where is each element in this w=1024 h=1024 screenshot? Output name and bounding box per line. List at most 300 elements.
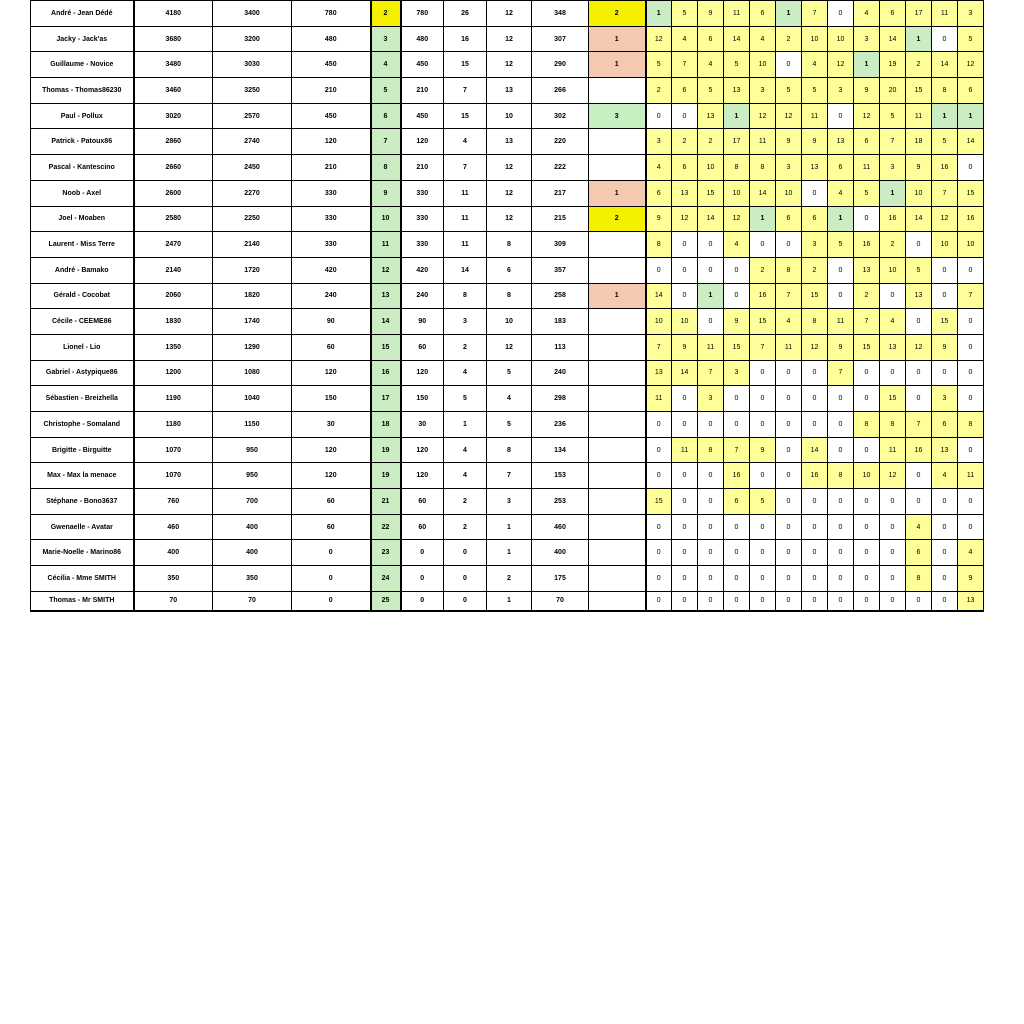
round-score-cell: 12 [828,52,854,78]
round-score-cell: 3 [750,78,776,104]
bonus-points-cell: 60 [292,514,371,540]
bonus-cell: 120 [401,437,444,463]
round-score-cell: 8 [958,412,984,438]
points-cell: 3200 [213,26,292,52]
total-points-cell: 3460 [134,78,213,104]
round-score-cell: 0 [880,591,906,611]
table-row [31,78,984,104]
round-score-cell: 8 [698,437,724,463]
rank-cell: 11 [371,232,401,258]
player-name-cell: Max - Max la menace [31,463,134,489]
round-score-cell: 0 [958,155,984,181]
round-score-cell: 0 [932,591,958,611]
count-cell: 4 [444,463,487,489]
wins-cell [589,334,646,360]
round-score-cell: 0 [698,412,724,438]
wins-cell: 2 [589,206,646,232]
round-score-cell: 0 [958,489,984,515]
round-score-cell: 1 [854,52,880,78]
bonus-points-cell: 120 [292,463,371,489]
round-score-cell: 1 [828,206,854,232]
round-score-cell: 0 [776,540,802,566]
table-row [31,412,984,438]
round-score-cell: 4 [776,309,802,335]
rank-cell: 15 [371,334,401,360]
round-score-cell: 5 [698,78,724,104]
round-score-cell: 2 [646,78,672,104]
bonus-cell: 0 [401,591,444,611]
round-score-cell: 1 [776,1,802,27]
round-score-cell: 12 [672,206,698,232]
round-score-cell: 0 [828,437,854,463]
bonus-cell: 330 [401,232,444,258]
round-score-cell: 3 [958,1,984,27]
games-cell: 1 [487,591,532,611]
round-score-cell: 9 [906,155,932,181]
average-cell: 134 [532,437,589,463]
round-score-cell: 1 [906,26,932,52]
round-score-cell: 0 [776,463,802,489]
bonus-points-cell: 120 [292,437,371,463]
round-score-cell: 0 [698,232,724,258]
wins-cell [589,232,646,258]
rank-cell: 25 [371,591,401,611]
games-cell: 2 [487,566,532,592]
player-name-cell: Marie-Noelle - Marino86 [31,540,134,566]
average-cell: 175 [532,566,589,592]
round-score-cell: 0 [672,412,698,438]
round-score-cell: 10 [958,232,984,258]
round-score-cell: 3 [776,155,802,181]
total-points-cell: 400 [134,540,213,566]
count-cell: 11 [444,206,487,232]
round-score-cell: 5 [776,78,802,104]
count-cell: 4 [444,360,487,386]
bonus-points-cell: 60 [292,334,371,360]
round-score-cell: 7 [802,1,828,27]
round-score-cell: 13 [932,437,958,463]
round-score-cell: 11 [646,386,672,412]
average-cell: 220 [532,129,589,155]
round-score-cell: 14 [958,129,984,155]
round-score-cell: 10 [880,257,906,283]
round-score-cell: 0 [906,309,932,335]
round-score-cell: 0 [880,514,906,540]
wins-cell: 1 [589,52,646,78]
round-score-cell: 9 [854,78,880,104]
round-score-cell: 12 [906,334,932,360]
round-score-cell: 4 [880,309,906,335]
round-score-cell: 4 [698,52,724,78]
player-name-cell: Gérald - Cocobat [31,283,134,309]
round-score-cell: 9 [724,309,750,335]
round-score-cell: 0 [802,540,828,566]
points-cell: 3250 [213,78,292,104]
points-cell: 1080 [213,360,292,386]
round-score-cell: 1 [750,206,776,232]
round-score-cell: 0 [672,489,698,515]
round-score-cell: 14 [932,52,958,78]
round-score-cell: 0 [906,360,932,386]
round-score-cell: 9 [958,566,984,592]
round-score-cell: 6 [750,1,776,27]
round-score-cell: 0 [724,386,750,412]
round-score-cell: 0 [880,566,906,592]
round-score-cell: 6 [776,206,802,232]
round-score-cell: 0 [828,412,854,438]
round-score-cell: 8 [646,232,672,258]
bonus-cell: 0 [401,540,444,566]
player-name-cell: Cécile - CEEME86 [31,309,134,335]
player-name-cell: Jacky - Jack'as [31,26,134,52]
bonus-cell: 0 [401,566,444,592]
bonus-cell: 450 [401,52,444,78]
table-row [31,566,984,592]
total-points-cell: 2660 [134,155,213,181]
round-score-cell: 0 [698,257,724,283]
round-score-cell: 0 [802,180,828,206]
round-score-cell: 6 [672,78,698,104]
round-score-cell: 2 [854,283,880,309]
points-cell: 2250 [213,206,292,232]
table-body [31,1,984,611]
bonus-points-cell: 330 [292,232,371,258]
table-row [31,334,984,360]
round-score-cell: 0 [724,257,750,283]
round-score-cell: 7 [646,334,672,360]
round-score-cell: 0 [646,591,672,611]
bonus-cell: 120 [401,360,444,386]
round-score-cell: 0 [750,591,776,611]
round-score-cell: 12 [802,334,828,360]
round-score-cell: 10 [776,180,802,206]
average-cell: 400 [532,540,589,566]
player-name-cell: Lionel - Lio [31,334,134,360]
bonus-points-cell: 780 [292,1,371,27]
count-cell: 0 [444,566,487,592]
round-score-cell: 0 [958,437,984,463]
bonus-points-cell: 450 [292,52,371,78]
round-score-cell: 11 [750,129,776,155]
count-cell: 3 [444,309,487,335]
round-score-cell: 0 [698,309,724,335]
wins-cell [589,386,646,412]
bonus-points-cell: 120 [292,129,371,155]
round-score-cell: 1 [958,103,984,129]
player-name-cell: Gabriel - Astypique86 [31,360,134,386]
round-score-cell: 11 [828,309,854,335]
average-cell: 298 [532,386,589,412]
round-score-cell: 0 [906,232,932,258]
bonus-points-cell: 0 [292,540,371,566]
wins-cell [589,309,646,335]
wins-cell [589,566,646,592]
round-score-cell: 8 [906,566,932,592]
round-score-cell: 8 [932,78,958,104]
count-cell: 8 [444,283,487,309]
round-score-cell: 13 [672,180,698,206]
count-cell: 11 [444,232,487,258]
round-score-cell: 0 [932,540,958,566]
round-score-cell: 0 [828,103,854,129]
round-score-cell: 0 [880,540,906,566]
rank-cell: 14 [371,309,401,335]
round-score-cell: 12 [646,26,672,52]
round-score-cell: 6 [880,1,906,27]
round-score-cell: 16 [880,206,906,232]
wins-cell [589,412,646,438]
player-name-cell: Patrick - Patoux86 [31,129,134,155]
bonus-points-cell: 210 [292,78,371,104]
count-cell: 5 [444,386,487,412]
rank-cell: 24 [371,566,401,592]
round-score-cell: 0 [776,566,802,592]
count-cell: 2 [444,489,487,515]
round-score-cell: 5 [802,78,828,104]
wins-cell: 3 [589,103,646,129]
player-name-cell: Noob - Axel [31,180,134,206]
round-score-cell: 7 [724,437,750,463]
round-score-cell: 3 [880,155,906,181]
table-row [31,257,984,283]
bonus-points-cell: 420 [292,257,371,283]
round-score-cell: 0 [750,232,776,258]
rank-cell: 4 [371,52,401,78]
round-score-cell: 15 [932,309,958,335]
bonus-cell: 240 [401,283,444,309]
round-score-cell: 0 [750,360,776,386]
average-cell: 348 [532,1,589,27]
round-score-cell: 11 [672,437,698,463]
bonus-points-cell: 0 [292,591,371,611]
round-score-cell: 0 [672,257,698,283]
round-score-cell: 0 [828,591,854,611]
bonus-points-cell: 90 [292,309,371,335]
games-cell: 10 [487,309,532,335]
total-points-cell: 2060 [134,283,213,309]
rank-cell: 6 [371,103,401,129]
rank-cell: 9 [371,180,401,206]
bonus-points-cell: 60 [292,489,371,515]
round-score-cell: 3 [698,386,724,412]
round-score-cell: 10 [698,155,724,181]
round-score-cell: 0 [672,514,698,540]
round-score-cell: 8 [776,257,802,283]
round-score-cell: 2 [672,129,698,155]
round-score-cell: 17 [724,129,750,155]
round-score-cell: 7 [698,360,724,386]
average-cell: 253 [532,489,589,515]
points-cell: 2270 [213,180,292,206]
round-score-cell: 16 [802,463,828,489]
round-score-cell: 9 [802,129,828,155]
points-cell: 2570 [213,103,292,129]
points-cell: 700 [213,489,292,515]
round-score-cell: 0 [672,283,698,309]
round-score-cell: 0 [854,514,880,540]
round-score-cell: 15 [880,386,906,412]
round-score-cell: 6 [854,129,880,155]
bonus-cell: 330 [401,206,444,232]
rank-cell: 3 [371,26,401,52]
average-cell: 217 [532,180,589,206]
round-score-cell: 12 [880,463,906,489]
table-row [31,437,984,463]
round-score-cell: 15 [854,334,880,360]
points-cell: 950 [213,437,292,463]
wins-cell [589,437,646,463]
total-points-cell: 2600 [134,180,213,206]
round-score-cell: 0 [750,514,776,540]
total-points-cell: 2860 [134,129,213,155]
table-row [31,155,984,181]
average-cell: 183 [532,309,589,335]
round-score-cell: 7 [776,283,802,309]
round-score-cell: 5 [724,52,750,78]
round-score-cell: 0 [932,283,958,309]
round-score-cell: 0 [776,514,802,540]
round-score-cell: 6 [646,180,672,206]
round-score-cell: 0 [828,566,854,592]
round-score-cell: 8 [750,155,776,181]
wins-cell: 1 [589,26,646,52]
round-score-cell: 15 [724,334,750,360]
round-score-cell: 2 [750,257,776,283]
bonus-cell: 30 [401,412,444,438]
average-cell: 266 [532,78,589,104]
average-cell: 290 [532,52,589,78]
round-score-cell: 4 [724,232,750,258]
round-score-cell: 8 [854,412,880,438]
games-cell: 8 [487,232,532,258]
player-name-cell: Stéphane - Bono3637 [31,489,134,515]
round-score-cell: 0 [672,232,698,258]
round-score-cell: 11 [698,334,724,360]
round-score-cell: 15 [958,180,984,206]
player-name-cell: Guillaume - Novice [31,52,134,78]
table-row [31,489,984,515]
games-cell: 5 [487,412,532,438]
games-cell: 12 [487,180,532,206]
round-score-cell: 7 [932,180,958,206]
table-row [31,360,984,386]
round-score-cell: 0 [750,412,776,438]
table-row [31,463,984,489]
total-points-cell: 3680 [134,26,213,52]
round-score-cell: 5 [932,129,958,155]
table-row [31,52,984,78]
round-score-cell: 10 [854,463,880,489]
round-score-cell: 0 [672,386,698,412]
round-score-cell: 14 [646,283,672,309]
rank-cell: 21 [371,489,401,515]
round-score-cell: 4 [646,155,672,181]
round-score-cell: 0 [958,386,984,412]
bonus-cell: 330 [401,180,444,206]
round-score-cell: 3 [854,26,880,52]
round-score-cell: 6 [672,155,698,181]
games-cell: 12 [487,334,532,360]
total-points-cell: 2580 [134,206,213,232]
round-score-cell: 1 [724,103,750,129]
round-score-cell: 13 [880,334,906,360]
round-score-cell: 0 [802,489,828,515]
total-points-cell: 1070 [134,463,213,489]
round-score-cell: 0 [776,437,802,463]
player-name-cell: Brigitte - Birguitte [31,437,134,463]
round-score-cell: 14 [906,206,932,232]
count-cell: 4 [444,129,487,155]
round-score-cell: 0 [724,591,750,611]
round-score-cell: 14 [724,26,750,52]
round-score-cell: 12 [932,206,958,232]
wins-cell [589,591,646,611]
round-score-cell: 3 [802,232,828,258]
round-score-cell: 2 [906,52,932,78]
table-row [31,309,984,335]
player-name-cell: Laurent - Miss Terre [31,232,134,258]
round-score-cell: 11 [906,103,932,129]
games-cell: 13 [487,129,532,155]
wins-cell: 2 [589,1,646,27]
table-row [31,540,984,566]
bonus-cell: 420 [401,257,444,283]
player-name-cell: André - Bamako [31,257,134,283]
points-cell: 2740 [213,129,292,155]
total-points-cell: 1350 [134,334,213,360]
round-score-cell: 16 [854,232,880,258]
rank-cell: 2 [371,1,401,27]
rank-cell: 5 [371,78,401,104]
round-score-cell: 1 [932,103,958,129]
average-cell: 309 [532,232,589,258]
average-cell: 236 [532,412,589,438]
round-score-cell: 13 [906,283,932,309]
bonus-points-cell: 30 [292,412,371,438]
round-score-cell: 0 [802,360,828,386]
games-cell: 6 [487,257,532,283]
round-score-cell: 11 [802,103,828,129]
round-score-cell: 0 [646,566,672,592]
bonus-points-cell: 330 [292,180,371,206]
round-score-cell: 7 [828,360,854,386]
round-score-cell: 0 [646,540,672,566]
wins-cell [589,514,646,540]
table-row [31,1,984,27]
round-score-cell: 1 [880,180,906,206]
player-name-cell: Cécilia - Mme SMITH [31,566,134,592]
round-score-cell: 5 [958,26,984,52]
round-score-cell: 0 [646,437,672,463]
round-score-cell: 16 [932,155,958,181]
round-score-cell: 6 [802,206,828,232]
bonus-cell: 60 [401,489,444,515]
round-score-cell: 0 [906,591,932,611]
count-cell: 7 [444,155,487,181]
round-score-cell: 0 [776,52,802,78]
round-score-cell: 9 [646,206,672,232]
bonus-cell: 450 [401,103,444,129]
round-score-cell: 0 [646,514,672,540]
round-score-cell: 18 [906,129,932,155]
wins-cell [589,129,646,155]
round-score-cell: 0 [802,566,828,592]
round-score-cell: 0 [750,386,776,412]
round-score-cell: 0 [880,489,906,515]
round-score-cell: 13 [802,155,828,181]
bonus-cell: 60 [401,334,444,360]
bonus-cell: 120 [401,463,444,489]
